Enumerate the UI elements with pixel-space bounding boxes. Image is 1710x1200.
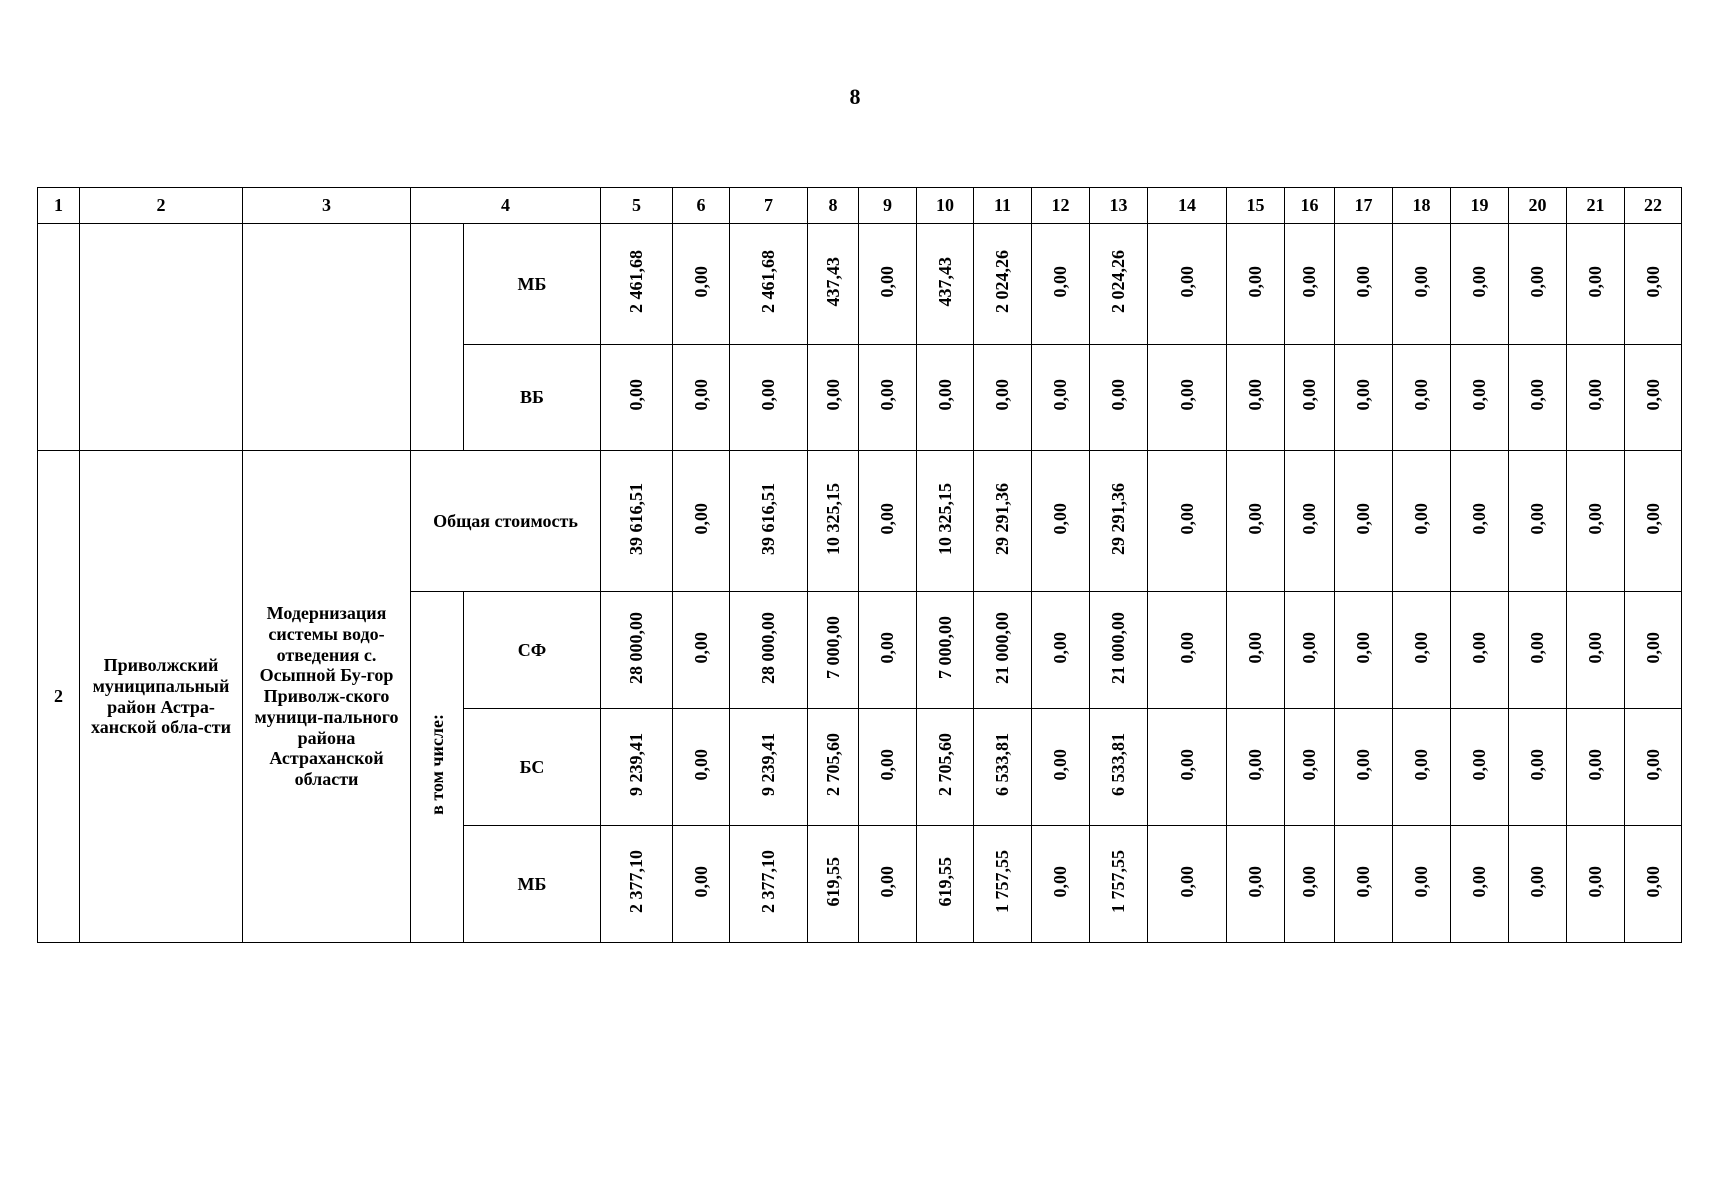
- prev-1-col-7-text: 0,00: [758, 379, 779, 411]
- prev-1-col-16-text: 0,00: [1299, 379, 1320, 411]
- sub-0-col-15: [1227, 592, 1285, 709]
- prev-0-col-21-text: 0,00: [1585, 265, 1606, 298]
- prev-1-col-5-text: 0,00: [626, 379, 647, 411]
- header-cell-6: 6: [673, 188, 730, 224]
- sub-0-col-5-text: 28 000,00: [626, 611, 647, 684]
- prev-0-col-14: [1148, 224, 1227, 345]
- sub-1-col-6-text: 0,00: [690, 748, 711, 781]
- prev-0-col-11: [974, 224, 1032, 345]
- sub-0-col-18-text: 0,00: [1411, 631, 1432, 664]
- sub-1-col-21-text: 0,00: [1585, 748, 1606, 781]
- total-col-16: [1285, 451, 1335, 592]
- sub-2-col-18-text: 0,00: [1411, 865, 1432, 898]
- sub-1-col-17: [1335, 709, 1393, 826]
- fund-label-БС: БС: [464, 709, 601, 826]
- header-cell-15: 15: [1227, 188, 1285, 224]
- sub-1-col-20: [1509, 709, 1567, 826]
- sub-1-col-22-text: 0,00: [1642, 748, 1663, 781]
- prev-0-col-20: [1509, 224, 1567, 345]
- prev-1-col-20: [1509, 345, 1567, 451]
- project-cell: Модернизация системы водо-отведения с. Осыпной Бу-гор Приволж-ского муници-пального района Астраханской области: [243, 451, 411, 943]
- prev-1-col-19: [1451, 345, 1509, 451]
- prev-1-col-6: [673, 345, 730, 451]
- prev-0-col-5: [601, 224, 673, 345]
- prev-1-col-7: [730, 345, 808, 451]
- fund-label-МБ: МБ: [464, 826, 601, 943]
- total-col-10: [917, 451, 974, 592]
- prev-1-col-21-text: 0,00: [1585, 379, 1606, 411]
- total-col-18: [1393, 451, 1451, 592]
- cont-project-cell: [243, 224, 411, 451]
- prev-1-col-20-text: 0,00: [1527, 379, 1548, 411]
- sub-1-col-7: [730, 709, 808, 826]
- sub-2-col-16: [1285, 826, 1335, 943]
- prev-0-col-6-text: 0,00: [690, 265, 711, 298]
- prev-1-col-13: [1090, 345, 1148, 451]
- prev-1-col-22: [1625, 345, 1682, 451]
- prev-1-col-22-text: 0,00: [1642, 379, 1663, 411]
- sub-0-col-5: [601, 592, 673, 709]
- sub-2-col-6: [673, 826, 730, 943]
- sub-1-col-8-text: 2 705,60: [822, 733, 843, 797]
- prev-0-col-16-text: 0,00: [1299, 265, 1320, 298]
- sub-0-col-10-text: 7 000,00: [934, 616, 955, 680]
- sub-0-col-19-text: 0,00: [1469, 631, 1490, 664]
- prev-0-col-19: [1451, 224, 1509, 345]
- prev-0-col-10-text: 437,43: [934, 256, 955, 307]
- sub-2-col-10: [917, 826, 974, 943]
- total-col-10-text: 10 325,15: [934, 482, 955, 555]
- sub-2-col-9: [859, 826, 917, 943]
- prev-1-col-19-text: 0,00: [1469, 379, 1490, 411]
- prev-1-col-11-text: 0,00: [992, 379, 1013, 411]
- total-col-5-text: 39 616,51: [626, 482, 647, 555]
- total-col-18-text: 0,00: [1411, 502, 1432, 535]
- sub-2-col-15-text: 0,00: [1245, 865, 1266, 898]
- total-col-11: [974, 451, 1032, 592]
- sub-2-col-11: [974, 826, 1032, 943]
- total-col-21-text: 0,00: [1585, 502, 1606, 535]
- prev-0-col-13: [1090, 224, 1148, 345]
- sub-1-col-13: [1090, 709, 1148, 826]
- header-cell-20: 20: [1509, 188, 1567, 224]
- sub-1-col-19: [1451, 709, 1509, 826]
- header-cell-8: 8: [808, 188, 859, 224]
- prev-0-col-18: [1393, 224, 1451, 345]
- including-label-text: в том числе:: [426, 714, 447, 816]
- sub-1-col-18: [1393, 709, 1451, 826]
- sub-1-col-18-text: 0,00: [1411, 748, 1432, 781]
- prev-1-col-17: [1335, 345, 1393, 451]
- sub-0-col-17: [1335, 592, 1393, 709]
- sub-0-col-16: [1285, 592, 1335, 709]
- total-col-9: [859, 451, 917, 592]
- prev-0-col-12-text: 0,00: [1050, 265, 1071, 298]
- sub-2-col-7-text: 2 377,10: [758, 850, 779, 914]
- sub-2-col-9-text: 0,00: [877, 865, 898, 898]
- prev-0-col-15-text: 0,00: [1245, 265, 1266, 298]
- sub-0-col-7: [730, 592, 808, 709]
- sub-0-col-21-text: 0,00: [1585, 631, 1606, 664]
- sub-1-col-17-text: 0,00: [1353, 748, 1374, 781]
- sub-1-col-5: [601, 709, 673, 826]
- sub-0-col-13: [1090, 592, 1148, 709]
- prev-0-col-9: [859, 224, 917, 345]
- sub-2-col-13-text: 1 757,55: [1108, 850, 1129, 914]
- sub-1-col-9-text: 0,00: [877, 748, 898, 781]
- total-col-20: [1509, 451, 1567, 592]
- sub-0-col-9-text: 0,00: [877, 631, 898, 664]
- prev-1-col-15-text: 0,00: [1245, 379, 1266, 411]
- header-cell-16: 16: [1285, 188, 1335, 224]
- header-cell-2: 2: [80, 188, 243, 224]
- sub-0-col-18: [1393, 592, 1451, 709]
- prev-1-col-14-text: 0,00: [1176, 379, 1197, 411]
- sub-1-col-19-text: 0,00: [1469, 748, 1490, 781]
- prev-0-col-7-text: 2 461,68: [758, 250, 779, 314]
- prev-0-col-18-text: 0,00: [1411, 265, 1432, 298]
- sub-1-col-16: [1285, 709, 1335, 826]
- sub-1-col-16-text: 0,00: [1299, 748, 1320, 781]
- sub-0-col-22-text: 0,00: [1642, 631, 1663, 664]
- cont-num-cell: [38, 224, 80, 451]
- sub-0-col-15-text: 0,00: [1245, 631, 1266, 664]
- total-col-13: [1090, 451, 1148, 592]
- total-col-17-text: 0,00: [1353, 502, 1374, 535]
- prev-1-col-14: [1148, 345, 1227, 451]
- header-cell-9: 9: [859, 188, 917, 224]
- fund-label-СФ: СФ: [464, 592, 601, 709]
- total-col-8: [808, 451, 859, 592]
- prev-0-col-15: [1227, 224, 1285, 345]
- sub-2-col-15: [1227, 826, 1285, 943]
- sub-0-col-11: [974, 592, 1032, 709]
- total-col-13-text: 29 291,36: [1108, 482, 1129, 555]
- sub-2-col-16-text: 0,00: [1299, 865, 1320, 898]
- row-number: 2: [38, 451, 80, 943]
- total-col-21: [1567, 451, 1625, 592]
- header-cell-3: 3: [243, 188, 411, 224]
- sub-0-col-17-text: 0,00: [1353, 631, 1374, 664]
- prev-0-col-11-text: 2 024,26: [992, 250, 1013, 314]
- total-col-14-text: 0,00: [1176, 502, 1197, 535]
- sub-1-col-15-text: 0,00: [1245, 748, 1266, 781]
- sub-1-col-6: [673, 709, 730, 826]
- prev-1-col-12-text: 0,00: [1050, 379, 1071, 411]
- sub-0-col-6-text: 0,00: [690, 631, 711, 664]
- total-col-6-text: 0,00: [690, 502, 711, 535]
- prev-1-col-18: [1393, 345, 1451, 451]
- header-row: [38, 188, 1682, 224]
- prev-1-col-10: [917, 345, 974, 451]
- sub-1-col-10-text: 2 705,60: [934, 733, 955, 797]
- total-col-14: [1148, 451, 1227, 592]
- total-col-20-text: 0,00: [1527, 502, 1548, 535]
- sub-2-col-17: [1335, 826, 1393, 943]
- prev-0-col-7: [730, 224, 808, 345]
- total-col-22: [1625, 451, 1682, 592]
- sub-0-col-21: [1567, 592, 1625, 709]
- sub-2-col-11-text: 1 757,55: [992, 850, 1013, 914]
- table-row-total: [38, 451, 1682, 592]
- sub-0-col-14-text: 0,00: [1176, 631, 1197, 664]
- total-col-12: [1032, 451, 1090, 592]
- prev-1-col-21: [1567, 345, 1625, 451]
- prev-0-col-17: [1335, 224, 1393, 345]
- prev-1-col-11: [974, 345, 1032, 451]
- header-cell-18: 18: [1393, 188, 1451, 224]
- sub-2-col-12-text: 0,00: [1050, 865, 1071, 898]
- sub-1-col-14: [1148, 709, 1227, 826]
- fund-label-ВБ: ВБ: [464, 345, 601, 451]
- prev-0-col-22-text: 0,00: [1642, 265, 1663, 298]
- sub-2-col-19-text: 0,00: [1469, 865, 1490, 898]
- sub-1-col-11-text: 6 533,81: [992, 733, 1013, 797]
- prev-1-col-13-text: 0,00: [1108, 379, 1129, 411]
- prev-0-col-19-text: 0,00: [1469, 265, 1490, 298]
- sub-2-col-17-text: 0,00: [1353, 865, 1374, 898]
- sub-0-col-16-text: 0,00: [1299, 631, 1320, 664]
- sub-1-col-8: [808, 709, 859, 826]
- prev-0-col-9-text: 0,00: [877, 265, 898, 298]
- sub-0-col-12: [1032, 592, 1090, 709]
- total-col-19: [1451, 451, 1509, 592]
- header-cell-4: 4: [411, 188, 601, 224]
- sub-0-col-8-text: 7 000,00: [822, 616, 843, 680]
- prev-1-col-18-text: 0,00: [1411, 379, 1432, 411]
- total-col-6: [673, 451, 730, 592]
- sub-2-col-5-text: 2 377,10: [626, 850, 647, 914]
- header-cell-7: 7: [730, 188, 808, 224]
- header-cell-22: 22: [1625, 188, 1682, 224]
- total-col-19-text: 0,00: [1469, 502, 1490, 535]
- header-cell-13: 13: [1090, 188, 1148, 224]
- municipality-cell: Приволжский муниципальный район Астра-ханской обла-сти: [80, 451, 243, 943]
- table-row: [38, 224, 1682, 345]
- prev-1-col-16: [1285, 345, 1335, 451]
- sub-0-col-20: [1509, 592, 1567, 709]
- total-col-8-text: 10 325,15: [822, 482, 843, 555]
- total-col-15-text: 0,00: [1245, 502, 1266, 535]
- prev-0-col-12: [1032, 224, 1090, 345]
- total-col-5: [601, 451, 673, 592]
- header-cell-11: 11: [974, 188, 1032, 224]
- header-cell-1: 1: [38, 188, 80, 224]
- sub-2-col-14: [1148, 826, 1227, 943]
- prev-1-col-8: [808, 345, 859, 451]
- sub-1-col-15: [1227, 709, 1285, 826]
- total-col-11-text: 29 291,36: [992, 482, 1013, 555]
- sub-2-col-6-text: 0,00: [690, 865, 711, 898]
- sub-2-col-19: [1451, 826, 1509, 943]
- sub-2-col-21-text: 0,00: [1585, 865, 1606, 898]
- prev-1-col-15: [1227, 345, 1285, 451]
- sub-0-col-10: [917, 592, 974, 709]
- prev-0-col-16: [1285, 224, 1335, 345]
- sub-1-col-22: [1625, 709, 1682, 826]
- cont-including-cell: [411, 224, 464, 451]
- total-label: Общая стоимость: [411, 451, 601, 592]
- prev-0-col-5-text: 2 461,68: [626, 250, 647, 314]
- prev-0-col-22: [1625, 224, 1682, 345]
- sub-2-col-14-text: 0,00: [1176, 865, 1197, 898]
- prev-0-col-8: [808, 224, 859, 345]
- sub-1-col-12: [1032, 709, 1090, 826]
- header-cell-21: 21: [1567, 188, 1625, 224]
- sub-1-col-7-text: 9 239,41: [758, 733, 779, 797]
- header-cell-14: 14: [1148, 188, 1227, 224]
- total-col-17: [1335, 451, 1393, 592]
- sub-1-col-14-text: 0,00: [1176, 748, 1197, 781]
- sub-0-col-7-text: 28 000,00: [758, 611, 779, 684]
- prev-1-col-8-text: 0,00: [822, 379, 843, 411]
- prev-0-col-6: [673, 224, 730, 345]
- budget-table: [37, 187, 1682, 943]
- sub-1-col-12-text: 0,00: [1050, 748, 1071, 781]
- prev-1-col-9-text: 0,00: [877, 379, 898, 411]
- prev-1-col-17-text: 0,00: [1353, 379, 1374, 411]
- sub-1-col-11: [974, 709, 1032, 826]
- sub-2-col-22-text: 0,00: [1642, 865, 1663, 898]
- total-col-16-text: 0,00: [1299, 502, 1320, 535]
- prev-1-col-9: [859, 345, 917, 451]
- header-cell-5: 5: [601, 188, 673, 224]
- header-cell-19: 19: [1451, 188, 1509, 224]
- prev-1-col-6-text: 0,00: [690, 379, 711, 411]
- total-col-22-text: 0,00: [1642, 502, 1663, 535]
- sub-2-col-20-text: 0,00: [1527, 865, 1548, 898]
- sub-0-col-22: [1625, 592, 1682, 709]
- prev-0-col-20-text: 0,00: [1527, 265, 1548, 298]
- sub-0-col-19: [1451, 592, 1509, 709]
- header-cell-10: 10: [917, 188, 974, 224]
- including-label: [411, 592, 464, 943]
- prev-0-col-10: [917, 224, 974, 345]
- prev-0-col-13-text: 2 024,26: [1108, 250, 1129, 314]
- total-col-7-text: 39 616,51: [758, 482, 779, 555]
- sub-2-col-10-text: 619,55: [934, 856, 955, 907]
- page-number: 8: [849, 84, 861, 109]
- sub-0-col-13-text: 21 000,00: [1108, 611, 1129, 684]
- sub-0-col-8: [808, 592, 859, 709]
- prev-1-col-12: [1032, 345, 1090, 451]
- sub-2-col-7: [730, 826, 808, 943]
- sub-1-col-20-text: 0,00: [1527, 748, 1548, 781]
- sub-1-col-13-text: 6 533,81: [1108, 733, 1129, 797]
- prev-1-col-10-text: 0,00: [934, 379, 955, 411]
- sub-0-col-6: [673, 592, 730, 709]
- sub-2-col-18: [1393, 826, 1451, 943]
- sub-1-col-21: [1567, 709, 1625, 826]
- sub-2-col-13: [1090, 826, 1148, 943]
- sub-2-col-5: [601, 826, 673, 943]
- total-col-15: [1227, 451, 1285, 592]
- sub-0-col-14: [1148, 592, 1227, 709]
- sub-2-col-8: [808, 826, 859, 943]
- sub-1-col-5-text: 9 239,41: [626, 733, 647, 797]
- prev-1-col-5: [601, 345, 673, 451]
- prev-0-col-21: [1567, 224, 1625, 345]
- sub-2-col-20: [1509, 826, 1567, 943]
- sub-2-col-22: [1625, 826, 1682, 943]
- sub-2-col-12: [1032, 826, 1090, 943]
- total-col-9-text: 0,00: [877, 502, 898, 535]
- total-col-7: [730, 451, 808, 592]
- sub-2-col-8-text: 619,55: [822, 856, 843, 907]
- sub-0-col-20-text: 0,00: [1527, 631, 1548, 664]
- sub-0-col-9: [859, 592, 917, 709]
- sub-2-col-21: [1567, 826, 1625, 943]
- fund-label-МБ: МБ: [464, 224, 601, 345]
- prev-0-col-14-text: 0,00: [1176, 265, 1197, 298]
- header-cell-12: 12: [1032, 188, 1090, 224]
- cont-municipality-cell: [80, 224, 243, 451]
- prev-0-col-17-text: 0,00: [1353, 265, 1374, 298]
- sub-0-col-12-text: 0,00: [1050, 631, 1071, 664]
- prev-0-col-8-text: 437,43: [822, 256, 843, 307]
- sub-1-col-9: [859, 709, 917, 826]
- sub-0-col-11-text: 21 000,00: [992, 611, 1013, 684]
- header-cell-17: 17: [1335, 188, 1393, 224]
- sub-1-col-10: [917, 709, 974, 826]
- total-col-12-text: 0,00: [1050, 502, 1071, 535]
